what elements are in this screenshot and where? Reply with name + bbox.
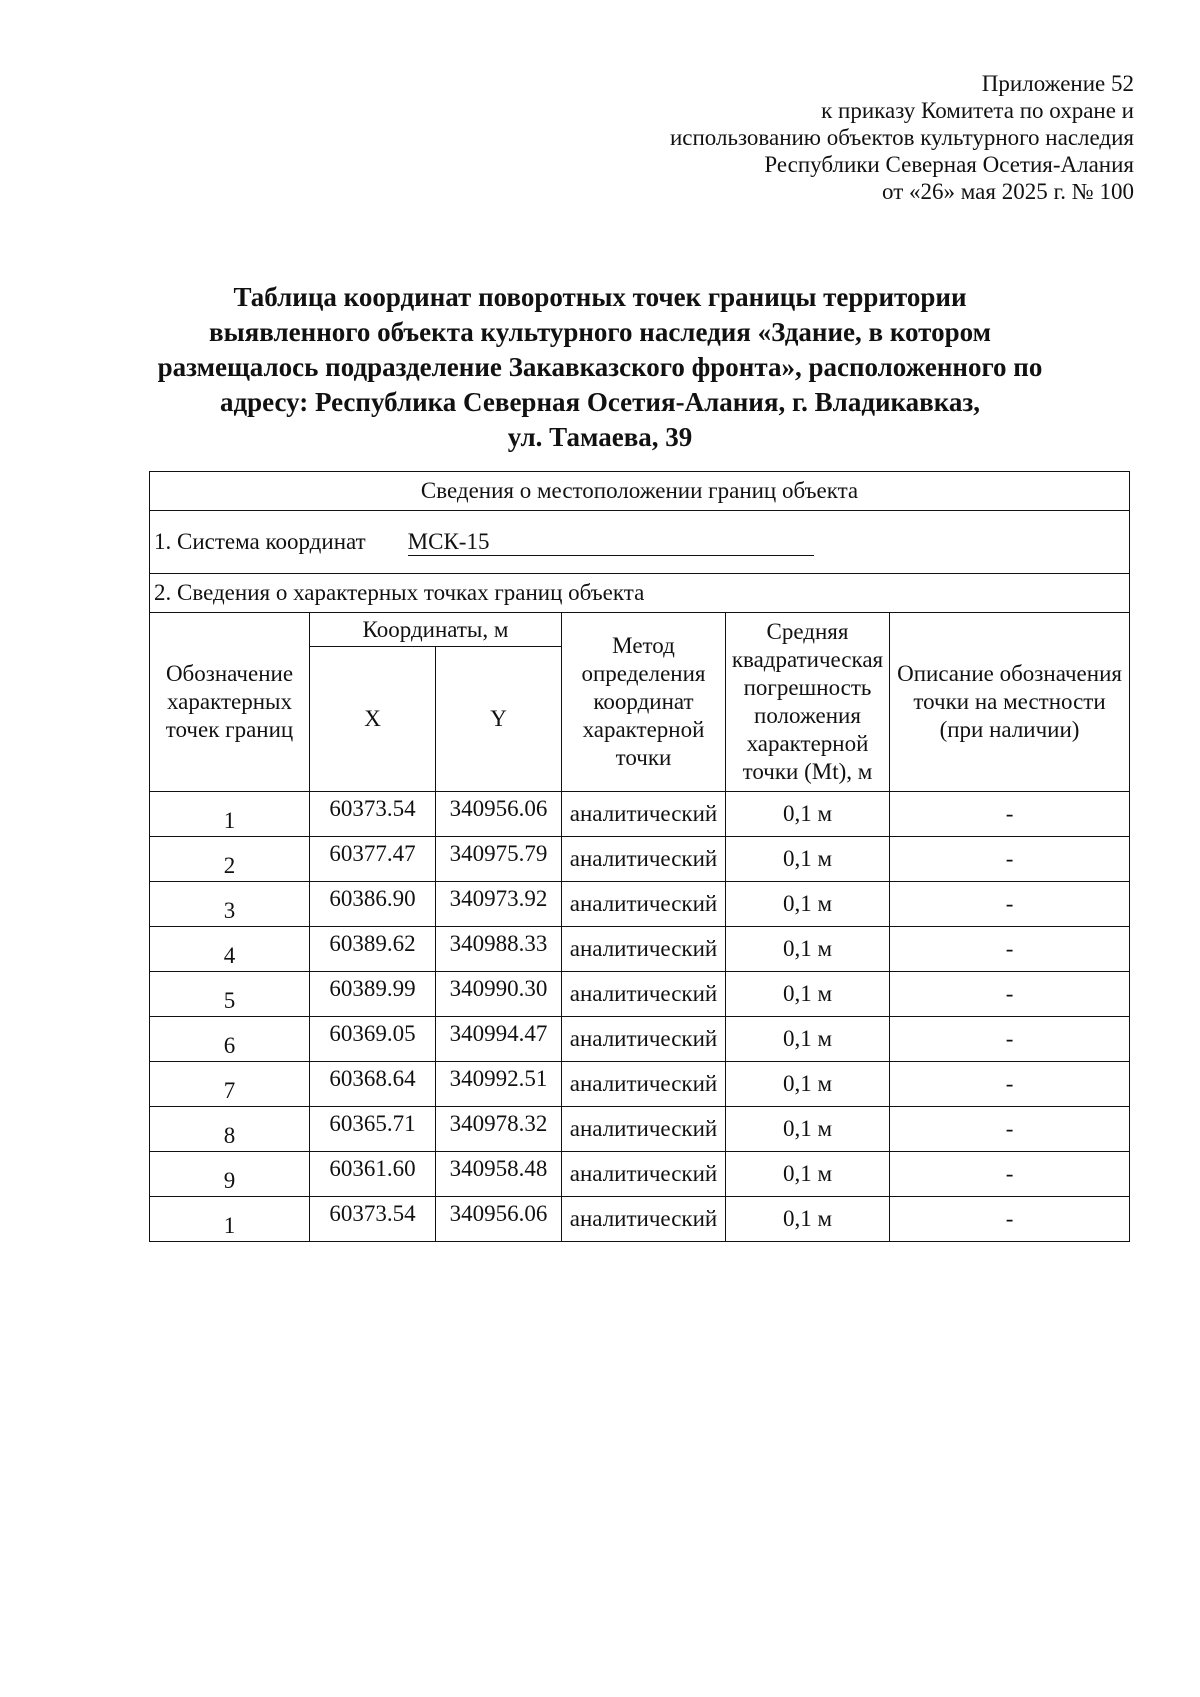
point-number: 5 <box>150 972 310 1017</box>
point-description: - <box>890 792 1130 837</box>
point-description: - <box>890 837 1130 882</box>
point-error: 0,1 м <box>726 972 890 1017</box>
point-x: 60365.71 <box>310 1107 436 1152</box>
point-method: аналитический <box>562 1017 726 1062</box>
point-error: 0,1 м <box>726 837 890 882</box>
header-x: X <box>310 647 436 792</box>
title-line: Таблица координат поворотных точек границы территории <box>233 282 967 312</box>
point-error: 0,1 м <box>726 927 890 972</box>
point-method: аналитический <box>562 1197 726 1242</box>
point-description: - <box>890 1062 1130 1107</box>
point-number: 1 <box>150 792 310 837</box>
header-row <box>150 613 1130 647</box>
table-row <box>150 1197 1130 1242</box>
point-y: 340956.06 <box>436 792 562 837</box>
point-y: 340958.48 <box>436 1152 562 1197</box>
header-coords: Координаты, м <box>310 613 562 647</box>
table-row <box>150 1152 1130 1197</box>
point-x: 60377.47 <box>310 837 436 882</box>
point-number: 9 <box>150 1152 310 1197</box>
coord-system-cell <box>150 511 1130 574</box>
table-row <box>150 972 1130 1017</box>
point-x: 60373.54 <box>310 792 436 837</box>
point-description: - <box>890 1197 1130 1242</box>
coord-system-label: 1. Система координат <box>154 528 366 554</box>
table-row <box>150 1107 1130 1152</box>
header-method: Метод определения координат характерной точки <box>562 613 726 792</box>
table-row <box>150 882 1130 927</box>
header-error: Средняя квадратическая погрешность положения характерной точки (Mt), м <box>726 613 890 792</box>
appendix-line: Приложение 52 <box>981 71 1134 96</box>
point-y: 340992.51 <box>436 1062 562 1107</box>
point-y: 340975.79 <box>436 837 562 882</box>
appendix-block <box>670 70 1134 205</box>
point-error: 0,1 м <box>726 1197 890 1242</box>
point-number: 7 <box>150 1062 310 1107</box>
point-number: 4 <box>150 927 310 972</box>
point-description: - <box>890 1152 1130 1197</box>
point-description: - <box>890 972 1130 1017</box>
point-method: аналитический <box>562 927 726 972</box>
point-method: аналитический <box>562 1107 726 1152</box>
table-row <box>150 837 1130 882</box>
document-title <box>150 280 1050 455</box>
point-x: 60373.54 <box>310 1197 436 1242</box>
appendix-line: Республики Северная Осетия-Алания <box>764 152 1134 177</box>
point-number: 8 <box>150 1107 310 1152</box>
point-error: 0,1 м <box>726 792 890 837</box>
point-description: - <box>890 927 1130 972</box>
point-number: 3 <box>150 882 310 927</box>
coord-system-row <box>150 511 1130 574</box>
point-x: 60369.05 <box>310 1017 436 1062</box>
title-line: размещалось подразделение Закавказского фронта», расположенного по <box>157 352 1043 382</box>
point-method: аналитический <box>562 882 726 927</box>
coordinates-table <box>149 471 1130 1242</box>
point-error: 0,1 м <box>726 1107 890 1152</box>
point-method: аналитический <box>562 1152 726 1197</box>
point-number: 6 <box>150 1017 310 1062</box>
point-y: 340973.92 <box>436 882 562 927</box>
title-line: ул. Тамаева, 39 <box>507 422 693 452</box>
header-description: Описание обозначения точки на местности (при наличии) <box>890 613 1130 792</box>
header-designation: Обозначение характерных точек границ <box>150 613 310 792</box>
point-method: аналитический <box>562 837 726 882</box>
coord-system-value: МСК-15 <box>408 529 814 556</box>
point-y: 340994.47 <box>436 1017 562 1062</box>
point-x: 60361.60 <box>310 1152 436 1197</box>
point-error: 0,1 м <box>726 882 890 927</box>
point-number: 2 <box>150 837 310 882</box>
section-title-row <box>150 472 1130 511</box>
appendix-line: использованию объектов культурного наследия <box>669 125 1134 150</box>
table-row <box>150 927 1130 972</box>
point-x: 60368.64 <box>310 1062 436 1107</box>
point-y: 340990.30 <box>436 972 562 1017</box>
point-error: 0,1 м <box>726 1152 890 1197</box>
appendix-line: к приказу Комитета по охране и <box>821 98 1134 123</box>
points-label-row <box>150 574 1130 613</box>
point-method: аналитический <box>562 972 726 1017</box>
table-row <box>150 792 1130 837</box>
title-line: выявленного объекта культурного наследия «Здание, в котором <box>209 317 991 347</box>
point-y: 340956.06 <box>436 1197 562 1242</box>
point-description: - <box>890 1107 1130 1152</box>
point-x: 60389.62 <box>310 927 436 972</box>
header-y: Y <box>436 647 562 792</box>
point-x: 60386.90 <box>310 882 436 927</box>
points-label: 2. Сведения о характерных точках границ объекта <box>150 574 1130 613</box>
point-method: аналитический <box>562 1062 726 1107</box>
point-number: 1 <box>150 1197 310 1242</box>
point-x: 60389.99 <box>310 972 436 1017</box>
title-line: адресу: Республика Северная Осетия-Алания, г. Владикавказ, <box>219 387 981 417</box>
section-title: Сведения о местоположении границ объекта <box>150 472 1130 511</box>
appendix-line: от «26» мая 2025 г. № 100 <box>882 179 1134 204</box>
table-row <box>150 1017 1130 1062</box>
point-y: 340978.32 <box>436 1107 562 1152</box>
point-description: - <box>890 1017 1130 1062</box>
point-method: аналитический <box>562 792 726 837</box>
point-y: 340988.33 <box>436 927 562 972</box>
table-row <box>150 1062 1130 1107</box>
point-description: - <box>890 882 1130 927</box>
point-error: 0,1 м <box>726 1017 890 1062</box>
point-error: 0,1 м <box>726 1062 890 1107</box>
